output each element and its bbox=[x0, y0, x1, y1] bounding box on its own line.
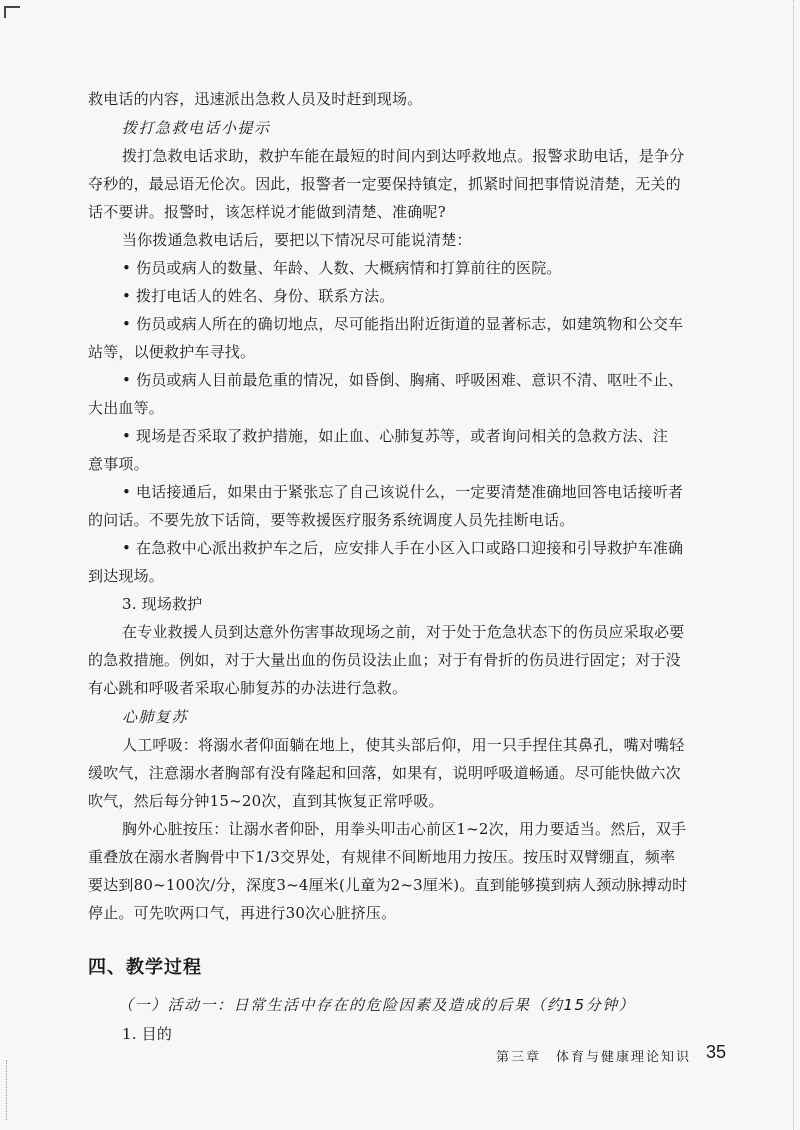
body-line: 重叠放在溺水者胸骨中下1/3交界处，有规律不间断地用力按压。按压时双臂绷直，频率 bbox=[88, 848, 676, 866]
bullet-item: • 在急救中心派出救护车之后，应安排人手在小区入口或路口迎接和引导救护车准确 bbox=[122, 539, 684, 557]
scan-right-edge bbox=[792, 0, 794, 1130]
bullet-item-continued: 到达现场。 bbox=[88, 567, 165, 585]
page-number: 35 bbox=[706, 1042, 727, 1062]
bullet-item: • 拨打电话人的姓名、身份、联系方法。 bbox=[122, 287, 395, 305]
scan-left-edge bbox=[6, 1060, 8, 1120]
body-line: 夺秒的，最忌语无伦次。因此，报警者一定要保持镇定，抓紧时间把事情说清楚，无关的 bbox=[88, 175, 681, 193]
section-heading: 四、教学过程 bbox=[88, 957, 202, 978]
scan-corner-mark bbox=[4, 6, 20, 18]
activity-heading: （一）活动一：日常生活中存在的危险因素及造成的后果（约15分钟） bbox=[118, 996, 636, 1014]
body-line: 吹气，然后每分钟15~20次，直到其恢复正常呼吸。 bbox=[88, 792, 444, 810]
bullet-item: • 电话接通后，如果由于紧张忘了自己该说什么，一定要清楚准确地回答电话接听者 bbox=[122, 483, 684, 501]
tips-heading: 拨打急救电话小提示 bbox=[122, 119, 271, 137]
body-line: 拨打急救电话求助，救护车能在最短的时间内到达呼救地点。报警求助电话，是争分 bbox=[122, 147, 685, 165]
bullet-item-continued: 大出血等。 bbox=[88, 399, 165, 417]
bullet-item: • 伤员或病人目前最危重的情况，如昏倒、胸痛、呼吸困难、意识不清、呕吐不止、 bbox=[122, 371, 684, 389]
bullet-item-continued: 的问话。不要先放下话筒，要等救援医疗服务系统调度人员先挂断电话。 bbox=[88, 511, 575, 529]
body-line: 在专业救援人员到达意外伤害事故现场之前，对于处于危急状态下的伤员应采取必要 bbox=[122, 623, 685, 641]
running-footer: 第三章 体育与健康理论知识 bbox=[496, 1050, 692, 1065]
body-line: 缓吹气，注意溺水者胸部有没有隆起和回落，如果有，说明呼吸道畅通。尽可能快做六次 bbox=[88, 764, 681, 782]
cpr-heading: 心肺复苏 bbox=[122, 708, 189, 726]
body-line: 停止。可先吹两口气，再进行30次心脏挤压。 bbox=[88, 904, 397, 922]
subsection-heading: 1. 目的 bbox=[122, 1025, 173, 1043]
bullet-item: • 伤员或病人所在的确切地点，尽可能指出附近街道的显著标志，如建筑物和公交车 bbox=[122, 315, 684, 333]
bullet-item: • 现场是否采取了救护措施，如止血、心肺复苏等，或者询问相关的急救方法、注 bbox=[122, 427, 669, 445]
bullet-item-continued: 意事项。 bbox=[88, 455, 149, 473]
body-line: 的急救措施。例如，对于大量出血的伤员设法止血；对于有骨折的伤员进行固定；对于没 bbox=[88, 651, 681, 669]
body-line: 要达到80~100次/分，深度3~4厘米(儿童为2~3厘米)。直到能够摸到病人颈动脉搏动时 bbox=[88, 876, 688, 894]
body-line: 有心跳和呼吸者采取心肺复苏的办法进行急救。 bbox=[88, 679, 408, 697]
body-line: 胸外心脏按压：让溺水者仰卧，用拳头叩击心前区1~2次，用力要适当。然后，双手 bbox=[122, 820, 687, 838]
body-line: 救电话的内容，迅速派出急救人员及时赶到现场。 bbox=[88, 90, 423, 108]
bullet-item-continued: 站等，以便救护车寻找。 bbox=[88, 343, 256, 361]
subsection-heading: 3. 现场救护 bbox=[122, 595, 203, 613]
body-line: 话不要讲。报警时，该怎样说才能做到清楚、准确呢? bbox=[88, 203, 446, 221]
body-line: 当你拨通急救电话后，要把以下情况尽可能说清楚： bbox=[122, 231, 472, 249]
body-line: 人工呼吸：将溺水者仰面躺在地上，使其头部后仰，用一只手捏住其鼻孔，嘴对嘴轻 bbox=[122, 736, 685, 754]
bullet-item: • 伤员或病人的数量、年龄、人数、大概病情和打算前往的医院。 bbox=[122, 259, 562, 277]
